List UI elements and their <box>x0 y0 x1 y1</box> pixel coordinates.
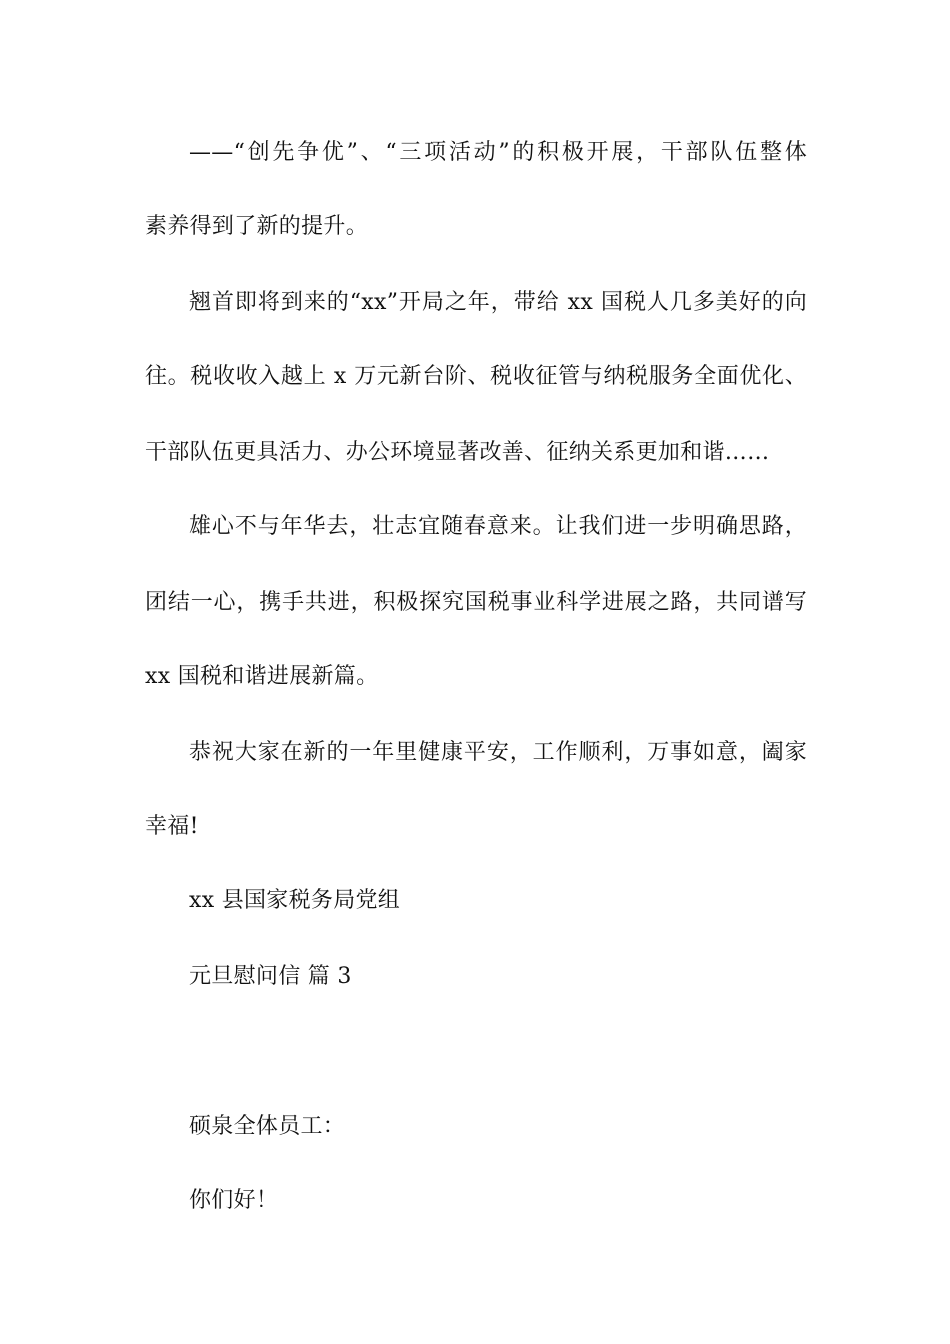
paragraph-line: 翘首即将到来的“xx”开局之年，带给 xx 国税人几多美好的向 <box>189 290 807 315</box>
section-heading: 元旦慰问信 篇 3 <box>189 964 352 989</box>
paragraph-line: xx 国税和谐进展新篇。 <box>145 664 379 689</box>
paragraph-line: ——“创先争优”、“三项活动”的积极开展，干部队伍整体 <box>189 140 807 165</box>
paragraph-line: 素养得到了新的提升。 <box>145 214 369 239</box>
salutation-line: 硕泉全体员工： <box>189 1114 346 1139</box>
greeting-line: 你们好！ <box>189 1188 279 1213</box>
paragraph-line: 往。税收收入越上 x 万元新台阶、税收征管与纳税服务全面优化、 <box>145 364 807 389</box>
paragraph-line: 幸福! <box>145 814 199 839</box>
signature-line: xx 县国家税务局党组 <box>189 888 401 913</box>
paragraph-line: 恭祝大家在新的一年里健康平安，工作顺利，万事如意，阖家 <box>189 740 807 765</box>
paragraph-line: 雄心不与年华去，壮志宜随春意来。让我们进一步明确思路， <box>189 514 807 539</box>
paragraph-line: 团结一心，携手共进，积极探究国税事业科学进展之路，共同谱写 <box>145 590 807 615</box>
paragraph-line: 干部队伍更具活力、办公环境显著改善、征纳关系更加和谐…… <box>145 440 770 465</box>
